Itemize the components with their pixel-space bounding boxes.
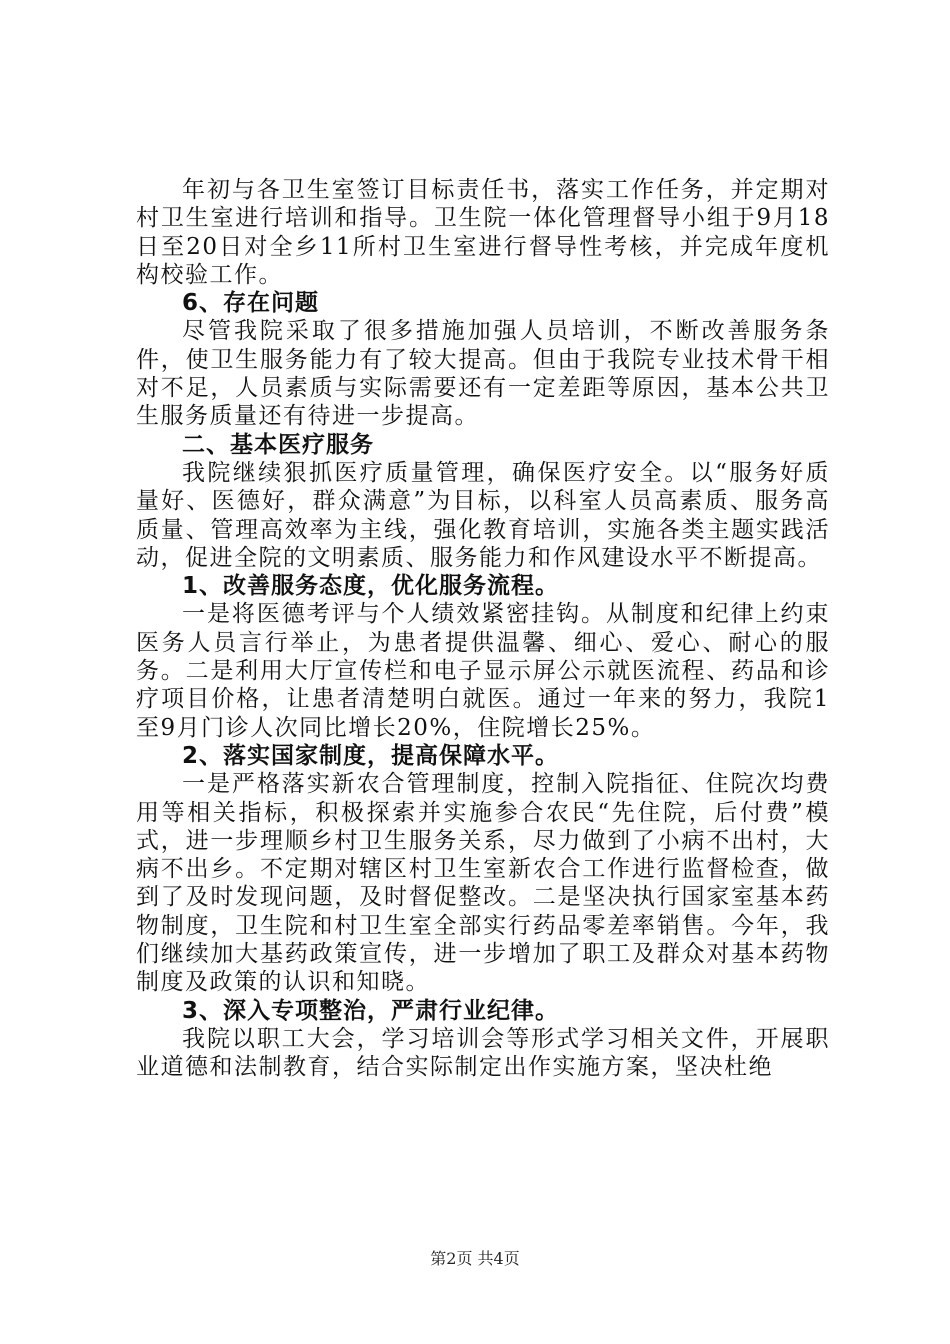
heading-national-system: 2、落实国家制度，提高保障水平。: [182, 742, 560, 769]
page-number-footer: 第2页 共4页: [430, 1249, 520, 1268]
heading-service-attitude: 1、改善服务态度，优化服务流程。: [182, 573, 560, 600]
document-body: [136, 176, 830, 1082]
paragraph-targets: 年初与各卫生室签订目标责任书，落实工作任务，并定期对村卫生室进行培训和指导。卫生院一体化管理督导小组于9月18日至20日对全乡11所村卫生室进行督导性考核，并完成年度机构校验工作。: [136, 177, 830, 288]
paragraph-problems: 尽管我院采取了很多措施加强人员培训，不断改善服务条件，使卫生服务能力有了较大提高。但由于我院专业技术骨干相对不足，人员素质与实际需要还有一定差距等原因，基本公共卫生服务质量还有待进一步提高。: [136, 318, 830, 430]
heading-special-rectification: 3、深入专项整治，严肃行业纪律。: [182, 997, 560, 1024]
paragraph-service-attitude: 一是将医德考评与个人绩效紧密挂钩。从制度和纪律上约束医务人员言行举止，为患者提供温馨、细心、爱心、耐心的服务。二是利用大厅宣传栏和电子显示屏公示就医流程、药品和诊疗项目价格，让患者清楚明白就医。通过一年来的努力，我院1至9月门诊人次同比增长20%，住院增长25%。: [136, 601, 830, 741]
paragraph-national-system: 一是严格落实新农合管理制度，控制入院指征、住院次均费用等相关指标，积极探索并实施参合农民“先住院，后付费”模式，进一步理顺乡村卫生服务关系，尽力做到了小病不出村，大病不出乡。不定期对辖区村卫生室新农合工作进行监督检查，做到了及时发现问题，及时督促整改。二是坚决执行国家室基本药物制度，卫生院和村卫生室全部实行药品零差率销售。今年，我们继续加大基药政策宣传，进一步增加了职工及群众对基本药物制度及政策的认识和知晓。: [136, 771, 830, 996]
paragraph-medical-quality: 我院继续狠抓医疗质量管理，确保医疗安全。以“服务好质量好、医德好，群众满意”为目标，以科室人员高素质、服务高质量、管理高效率为主线，强化教育培训，实施各类主题实践活动，促进全院的文明素质、服务能力和作风建设水平不断提高。: [136, 459, 830, 571]
paragraph-special-rectification: 我院以职工大会，学习培训会等形式学习相关文件，开展职业道德和法制教育，结合实际制定出作实施方案，坚决杜绝: [136, 1025, 830, 1081]
heading-existing-problems: 6、存在问题: [182, 290, 320, 317]
heading-basic-medical-services: 二、基本医疗服务: [182, 431, 374, 458]
